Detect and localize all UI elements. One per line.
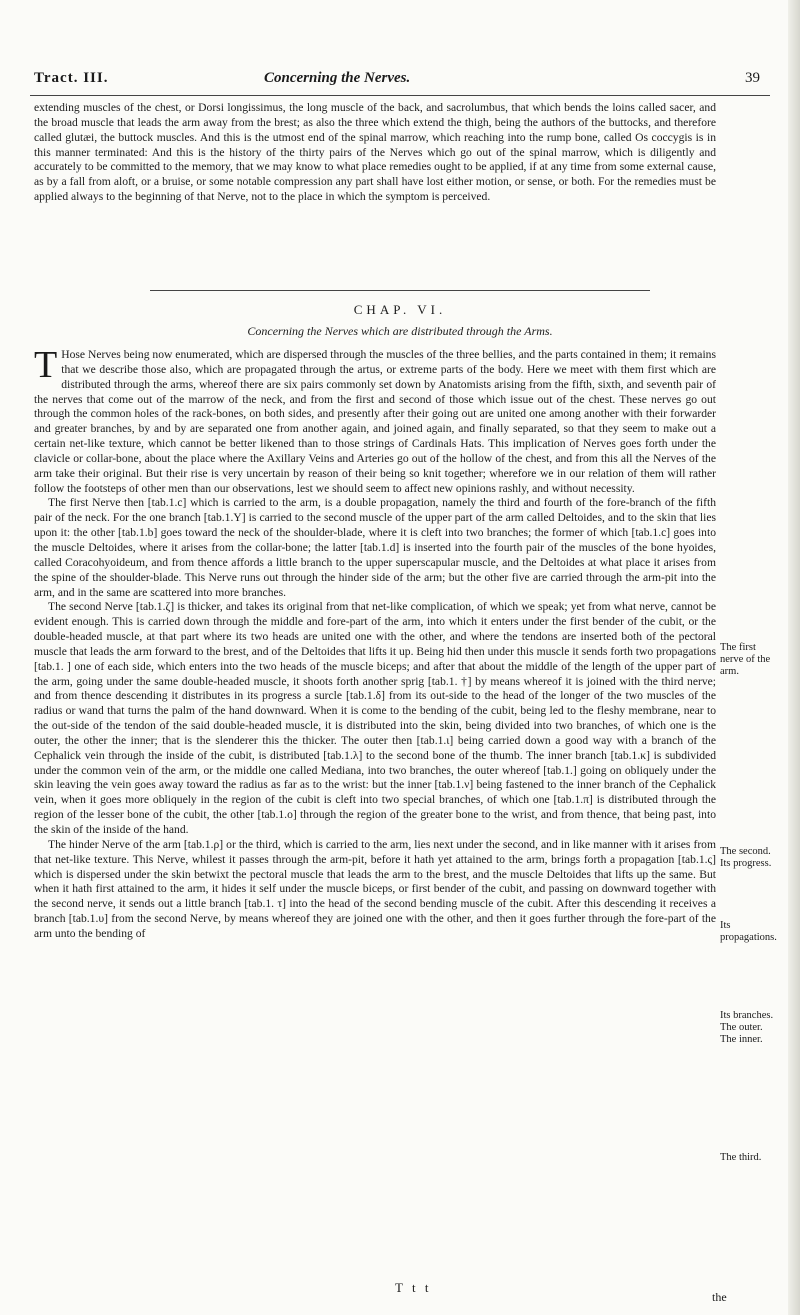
header-rule	[30, 95, 770, 96]
margin-note-first-nerve: The first nerve of the arm.	[720, 642, 771, 677]
margin-note-third-nerve: The third.	[720, 1152, 762, 1163]
chapter-body	[34, 344, 716, 942]
opening-paragraph	[34, 101, 716, 205]
tract-label: Tract. III.	[34, 70, 109, 86]
page-edge	[788, 0, 800, 1315]
paragraph-1-text: Hose Nerves being now enumerated, which are dispersed through the muscles of the three bellies, and the parts contained in them; it remains that we describe those also, which are propagated through the artus, or extreme parts of the body. Here we meet with them first which are distributed through the arms, whereof there are six pairs commonly set down by Anatomists arising from the fifth, sixth, and seventh pair of the nerves that come out of the marrow of the neck, and from the first and second of those which issue out of the chest. These nerves go out through the common holes of the rack-bones, on both sides, and presently after their going out are united one among another with their forwarder and greater branches, by and by are separated one from another again, and joined again, and finally separated, so that they seem to make out a certain net-like texture, which cannot be better likened than to those strings of Cardinals Hats. This implication of Nerves goes forth under the clavicle or collar-bone, about the place where the Axillary Veins and Arteries go out of the hollow of the chest, and from this all the Nerves of the arm take their original. But their rise is very uncertain by reason of their being so knit together; wherefore we in our relation of them will rather follow the footsteps of other men than our observations, lest we should seem to affect new opinions rashly, and without necessity.	[34, 348, 716, 495]
margin-note-branches: Its branches. The outer. The inner.	[720, 1010, 774, 1045]
margin-note-second-nerve: The second. Its progress.	[720, 846, 772, 869]
chapter-rule	[150, 290, 650, 291]
paragraph-1	[34, 344, 716, 496]
paragraph-top: extending muscles of the chest, or Dorsi longissimus, the long muscle of the back, and sacrolumbus, that which bends the loins called sacer, and the broad muscle that leads the arm away from the brest; as also the three which extend the thigh, being the authors of the buttocks, and therefore called glutæi, the buttock muscles. And this is the utmost end of the spinal marrow, which reaching into the rump bone, called Os coccygis is in this manner terminated: And this is the history of the thirty pairs of the Nerves which go out of the spinal marrow, which is diligently and accurately to be committed to the memory, that we may know to what place remedies ought to be applied, if at any time from some external cause, as by a fall from aloft, or a bruise, or some notable compression any part shall have lost either motion, or sense, or both. For the remedies must be applied always to the beginning of that Nerve, not to the place in which the symptom is perceived.	[34, 101, 716, 204]
chapter-subtitle: Concerning the Nerves which are distributed through the Arms.	[247, 324, 553, 338]
margin-note-propagations: Its propagations.	[720, 920, 777, 943]
signature-mark: T t t	[395, 1280, 432, 1295]
catchword: the	[712, 1290, 727, 1304]
paragraph-3: The second Nerve [tab.1.ζ] is thicker, and takes its original from that net-like complication, of which we speak; yet from what nerve, cannot be evident enough. This is carried down through the middle and fore-part of the arm, into which it enters under the first bender of the cubit, or the double-headed muscle, at that part where its two heads are united one with the other, and where the tendons are inserted both of the pectoral muscle that leads the arm forward to the brest, and of the Deltoides that lifts it up. Being hid then under this muscle it sends forth two propagations [tab.1. ] one of each side, which enters into the two heads of the muscle biceps; and after that about the middle of the length of the upper part of the arm, going under the same double-headed muscle, it shoots forth another sprig [tab.1. †] by means whereof it is joined with the third nerve; and from thence descending it distributes in its progress a surcle [tab.1.δ] from its out-side to the head of the longer of the two muscles of the radius or wand that turns the palm of the hand downward. When it is come to the bending of the cubit, being led to the fleshy membrane, near to the out-side of the tendon of the said double-headed muscle, it is distributed into the skin, being divided into two branches, of which one is the outer, the other the inner; that is the slenderer this the thicker. The outer then [tab.1.ι] being carried down a good way with a branch of the Cephalick vein through the inside of the cubit, is distributed [tab.1.λ] to the second bone of the thumb. The inner branch [tab.1.κ] is subdivided under the common vein of the arm, or the middle one called Mediana, into two branches, the outer whereof [tab.1.] going on obliquely under the skin leaving the vein goes away toward the radius as far as to the wrist: but the inner [tab.1.ν] being fastened to the inner branch of the Cephalick vein, when it goes more obliquely in the region of the cubit is cleft into two special branches, of which one [tab.1.π] is distributed through the region of the lesser bone of the cubit, the other [tab.1.ο] through the region of the greater bone to the wrist, and from thence, that being past, into the skin of the inside of the hand.	[34, 600, 716, 836]
paragraph-4: The hinder Nerve of the arm [tab.1.ρ] or the third, which is carried to the arm, lies next under the second, and in like manner with it arises from that net-like texture. This Nerve, whilest it passes through the arm-pit, before it hath yet attained to the arm, brings forth a propagation [tab.1.ς] which is dispersed under the skin betwixt the pectoral muscle that leads the arm to the brest, and the muscle Deltoides that lifts up the same. But when it hath first attained to the arm, it hides it self under the muscle biceps, or first bender of the cubit, and passing on downward together with the second nerve, it sends out a little branch [tab.1. τ] into the head of the second bending muscle of the cubit. After this descending it receives a branch [tab.1.υ] from the second Nerve, by means whereof they are joined one with the other, and then it goes further through the fore-part of the arm unto the bending of	[34, 837, 716, 940]
page-number: 39	[745, 70, 760, 86]
running-title: Concerning the Nerves.	[264, 70, 411, 86]
running-header	[34, 70, 764, 92]
paragraph-2: The first Nerve then [tab.1.c] which is carried to the arm, is a double propagation, namely the third and fourth of the fore-branch of the fifth pair of the neck. For the one branch [tab.1.Y] is carried to the second muscle of the upper part of the arm called Deltoides, and to the skin that lies upon it: the other [tab.1.b] goes toward the neck of the shoulder-blade, where it is cleft into two branches; the former of which [tab.1.c] goes into the muscle Deltoides, where it arises from the collar-bone; the latter [tab.1.d] is inserted into the fourth pair of the muscles of the bone hyoides, called Coracohyoideum, and from thence affords a little branch to the upper superscapular muscle, and the Deltoides at what place it arises from the spine of the shoulder-blade. This Nerve runs out through the hinder side of the arm; but the other five are carried through the arm-pit into the arm, and in the same are scattered into more branches.	[34, 496, 716, 599]
chapter-heading: CHAP. VI.	[353, 302, 447, 317]
drop-cap: T	[34, 344, 58, 386]
